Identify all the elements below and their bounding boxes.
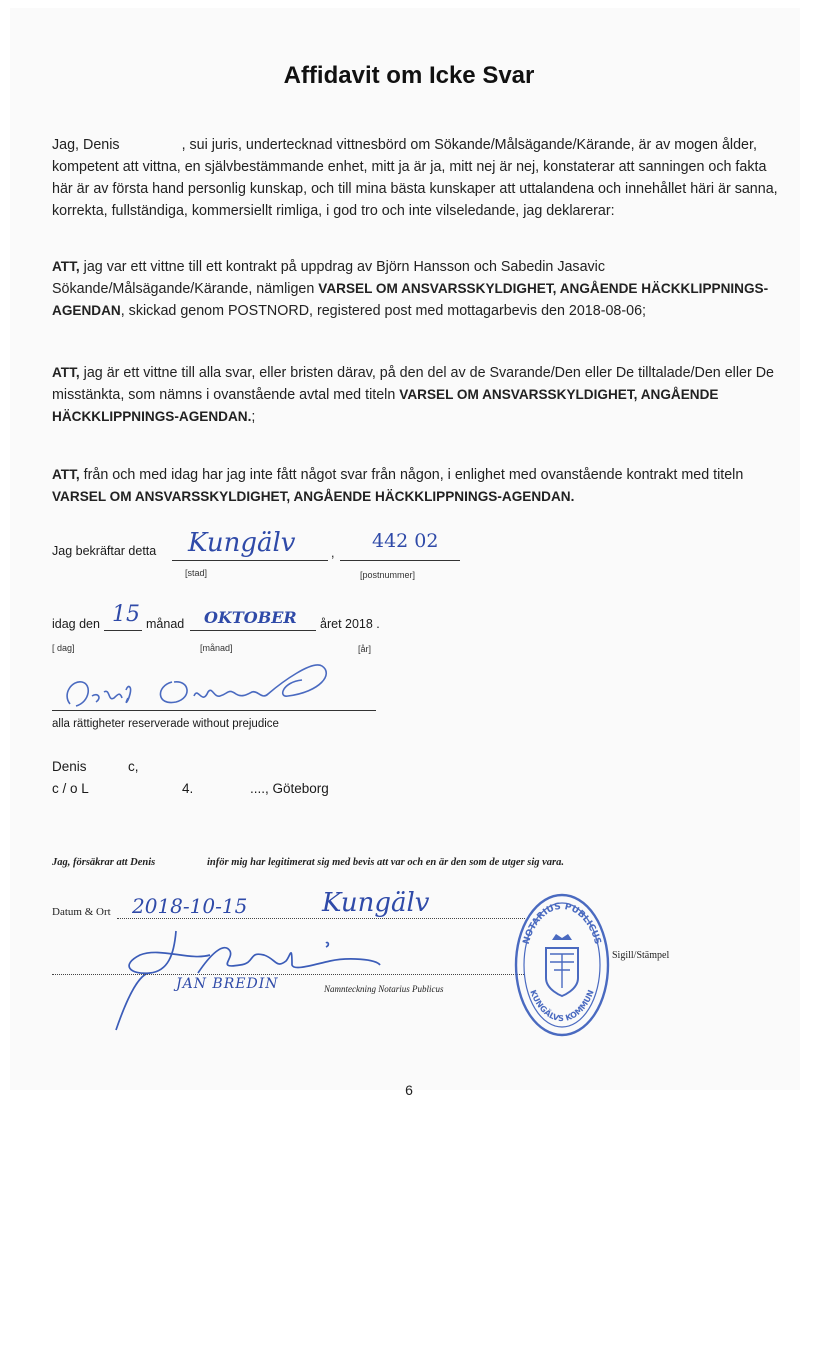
att-text: ; <box>251 409 256 425</box>
intro-text: , sui juris, undertecknad vittnesbörd om Sökande/Målsägande/Kärande, är av mogen ålder, kompetent att vittna, en självbestämmande enhet, mitt ja är ja, mitt nej är nej, konstaterar att sanningen och fakta här är av första hand personlig kunskap, och till mina bästa kunskaper att uttalandena och innehållet häri är sanna, korrekta, fullständiga, kommersiellt rimliga, i god tro och inte vilseledande, jag deklarerar: <box>52 137 778 219</box>
city-handwritten: Kungälv <box>188 528 296 558</box>
month-label: månad <box>146 617 185 631</box>
att-clause-2 <box>52 362 786 428</box>
page-number: 6 <box>405 1082 413 1098</box>
intro-paragraph <box>52 134 786 222</box>
date-prefix: idag den <box>52 617 100 631</box>
notary-statement-end: inför mig har legitimerat sig med bevis att var och en är den som de utger sig vara. <box>207 857 564 868</box>
notary-name-handwritten: JAN BREDIN <box>176 976 279 992</box>
notary-seal-icon <box>512 890 612 1040</box>
seal-text-bottom: KUNGÄLVS KOMMUN <box>528 988 596 1024</box>
month-handwritten: OKTOBER <box>204 608 297 627</box>
signature-line <box>52 700 376 711</box>
att-title: VARSEL OM ANSVARSSKYLDIGHET, ANGÅENDE HÄCKKLIPPNINGS-AGENDAN. <box>52 489 575 504</box>
year-caption: [år] <box>358 644 372 654</box>
address-city: ...., Göteborg <box>250 781 329 796</box>
notary-sign-caption: Namnteckning Notarius Publicus <box>324 984 444 994</box>
day-handwritten: 15 <box>112 602 140 627</box>
address-name: Denis <box>52 759 87 774</box>
postcode-handwritten: 442 02 <box>372 530 439 552</box>
day-caption: [ dag] <box>52 643 75 653</box>
att-title: VARSEL OM ANSVARSSKYLDIGHET, ANGÅENDE HÄCKKLIPPNINGS-AGENDAN <box>52 281 769 318</box>
att-text: jag var ett vittne till ett kontrakt på uppdrag av Björn Hansson och Sabedin Jasavic Sökande/Målsägande/Kärande, nämligen <box>52 259 605 297</box>
month-caption: [månad] <box>200 643 233 653</box>
svg-text:KUNGÄLVS KOMMUN <box>528 989 595 1023</box>
att-text: från och med idag har jag inte fått något svar från någon, i enlighet med ovanstående kontrakt med titeln <box>79 467 744 483</box>
address-co: c / o L <box>52 781 89 796</box>
confirm-label: Jag bekräftar detta <box>52 544 157 558</box>
address-name-suffix: c, <box>128 759 139 774</box>
notary-date-handwritten: 2018-10-15 <box>132 894 248 918</box>
date-place-label: Datum & Ort <box>52 906 111 918</box>
postcode-caption: [postnummer] <box>360 570 416 580</box>
att-clause-3 <box>52 464 786 508</box>
address-number: 4. <box>182 781 194 796</box>
att-lead: ATT, <box>52 259 80 274</box>
att-lead: ATT, <box>52 365 80 380</box>
notary-sign-line <box>52 964 524 975</box>
city-caption: [stad] <box>185 568 208 578</box>
att-text: , skickad genom POSTNORD, registered post med mottagarbevis den 2018-08-06; <box>120 303 646 319</box>
intro-name: Jag, Denis <box>52 137 120 153</box>
page-title: Affidavit om Icke Svar <box>283 62 535 89</box>
seal-caption: Sigill/Stämpel <box>612 950 670 961</box>
year-text: året 2018 . <box>320 617 380 631</box>
att-text: jag är ett vittne till alla svar, eller bristen därav, på den del av de Svarande/Den eller De tilltalade/Den eller De misstänkta, som nämns i ovanstående avtal med titeln <box>52 365 774 403</box>
notary-statement-start: Jag, försäkrar att Denis <box>52 857 156 868</box>
comma: , <box>331 546 335 560</box>
att-title: VARSEL OM ANSVARSSKYLDIGHET, ANGÅENDE HÄCKKLIPPNINGS-AGENDAN. <box>52 387 719 424</box>
att-lead: ATT, <box>52 467 80 482</box>
att-clause-1 <box>52 256 786 322</box>
seal-text-top: NOTARIUS PUBLICUS <box>521 901 603 946</box>
notary-place-handwritten: Kungälv <box>322 888 430 918</box>
rights-text: alla rättigheter reserverade without prejudice <box>52 718 279 730</box>
